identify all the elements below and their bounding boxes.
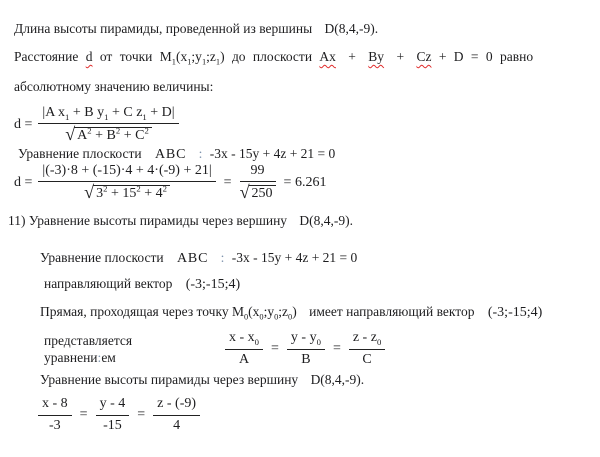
p1-point-d: D(8,4,-9). — [324, 21, 379, 36]
f2-numerator-2: 99 — [240, 163, 276, 182]
f4-num-y: y - 4 — [96, 396, 130, 415]
formula-distance-computed — [14, 164, 326, 202]
f2-numerator-1: |(-3)·8 + (-15)·4 + 4·(-9) + 21| — [38, 163, 215, 182]
f3-num-y: y - $y_0$ — [287, 330, 325, 349]
p1-text: Длина высоты пирамиды, проведенной из вершины — [14, 21, 313, 36]
p10-point-m0: $M_0(x_0;y_0;z_0)$ — [231, 304, 297, 322]
p11-line-2 — [44, 349, 132, 366]
p2-term-by: By — [368, 49, 385, 64]
formula-height-line — [38, 395, 200, 435]
p5-equation: -3x - 15y + 4z + 21 = 0 — [209, 146, 336, 161]
paragraph-plane-equation-1 — [18, 146, 335, 163]
f4-num-x: x - 8 — [38, 396, 72, 415]
equals-sign: = — [137, 407, 146, 422]
paragraph-distance-definition — [14, 49, 533, 65]
paragraph-represented-by-equation — [44, 332, 132, 366]
f2-radicand-2: 250 — [249, 185, 276, 202]
f1-numerator: |A $x_1 + B$ $y_1 + C$ $z_1 + D|$ — [38, 105, 178, 124]
p7-text: 11) Уравнение высоты пирамиды через вершину — [8, 213, 288, 228]
field-separator-mark: : — [97, 350, 102, 365]
f3-den-y: B — [301, 351, 311, 367]
equals-sign: = — [79, 407, 88, 422]
p9-vector: (-3;-15;4) — [185, 277, 241, 292]
formula-distance-general — [14, 106, 179, 144]
p2-equation-tail: + D = 0 — [438, 49, 493, 64]
radical-sign: √ — [239, 182, 250, 202]
p10-vector: (-3;-15;4) — [487, 305, 543, 320]
radical-sign: √ — [84, 182, 95, 202]
p2-word: Расстояние — [14, 49, 79, 64]
p10-text-1: Прямая, проходящая через точку — [40, 304, 229, 319]
paragraph-item-11 — [8, 213, 353, 229]
f4-num-z: z - (-9) — [153, 396, 200, 415]
f3-fraction-y — [287, 330, 325, 367]
f3-den-z: C — [362, 351, 372, 367]
p2-word: от точки — [99, 49, 153, 64]
p9-label: направляющий вектор — [44, 276, 173, 291]
p5-abc-field: ABC — [155, 147, 187, 162]
plus-sign: + — [348, 49, 356, 64]
p7-point-d: D(8,4,-9). — [299, 213, 354, 228]
p10-text-2: имеет направляющий вектор — [309, 304, 475, 319]
field-separator-mark: : — [220, 250, 225, 265]
p2-term-ax: Ax — [319, 49, 336, 64]
paragraph-plane-equation-2 — [40, 250, 357, 267]
paragraph-height-length — [14, 21, 378, 37]
f1-lhs: d = — [14, 117, 33, 132]
paragraph-height-equation — [40, 372, 364, 388]
f2-result: = 6.261 — [283, 175, 327, 190]
f3-num-z: z - $z_0$ — [349, 330, 385, 349]
f3-num-x: x - $x_0$ — [225, 330, 263, 349]
p12-text: Уравнение высоты пирамиды через вершину — [40, 372, 299, 387]
f1-fraction — [38, 105, 178, 145]
paragraph-absolute-value — [14, 79, 213, 95]
paragraph-line-through-point — [40, 304, 542, 321]
p11-line-1: представляется — [44, 333, 133, 348]
radical-sign: √ — [65, 124, 76, 144]
f4-den-z: 4 — [173, 417, 181, 433]
p2-term-cz: Cz — [416, 49, 432, 64]
f2-lhs: d = — [14, 175, 33, 190]
p2-word: до плоскости — [231, 49, 313, 64]
p2-d-misspelled: d — [85, 49, 93, 64]
f4-fraction-z — [153, 396, 200, 433]
equals-sign: = — [271, 341, 279, 356]
p8-abc-field: ABC — [177, 251, 209, 266]
p3-text: абсолютному значению величины: — [14, 79, 214, 94]
formula-canonical-line — [225, 330, 385, 368]
f1-radicand: $A^2 + B^2 + C^2$ — [74, 127, 152, 144]
plus-sign: + — [396, 49, 405, 64]
f3-den-x: A — [238, 351, 250, 367]
f2-fraction-2 — [240, 163, 276, 203]
equals-sign: = — [223, 175, 232, 190]
f2-denominator-1 — [38, 182, 215, 203]
f2-radicand-1: $3^2 + 15^2 + 4^2$ — [93, 185, 170, 202]
f2-sqrt-1 — [84, 184, 170, 202]
p8-label: Уравнение плоскости — [40, 250, 164, 265]
f3-fraction-x — [225, 330, 263, 367]
f3-fraction-z — [349, 330, 385, 367]
p5-label: Уравнение плоскости — [18, 146, 142, 161]
f4-fraction-y — [96, 396, 130, 433]
f2-sqrt-2 — [240, 184, 276, 202]
p11-word-b: ем — [101, 350, 116, 365]
field-separator-mark: : — [198, 146, 203, 161]
paragraph-direction-vector — [44, 276, 240, 293]
p2-point-m1: $M_1(x_1;y_1;z_1)$ — [159, 49, 225, 67]
f1-sqrt — [65, 126, 152, 144]
f1-denominator — [38, 124, 178, 145]
f4-fraction-x — [38, 396, 72, 433]
f4-den-x: -3 — [49, 417, 61, 433]
f2-fraction-1 — [38, 163, 215, 203]
p2-word: равно — [500, 49, 534, 64]
p12-point-d: D(8,4,-9). — [310, 372, 365, 387]
f2-denominator-2 — [240, 182, 276, 203]
f4-den-y: -15 — [103, 417, 122, 433]
p11-word-a: уравнени — [44, 350, 98, 365]
p8-equation: -3x - 15y + 4z + 21 = 0 — [231, 250, 358, 265]
equals-sign: = — [332, 341, 341, 356]
